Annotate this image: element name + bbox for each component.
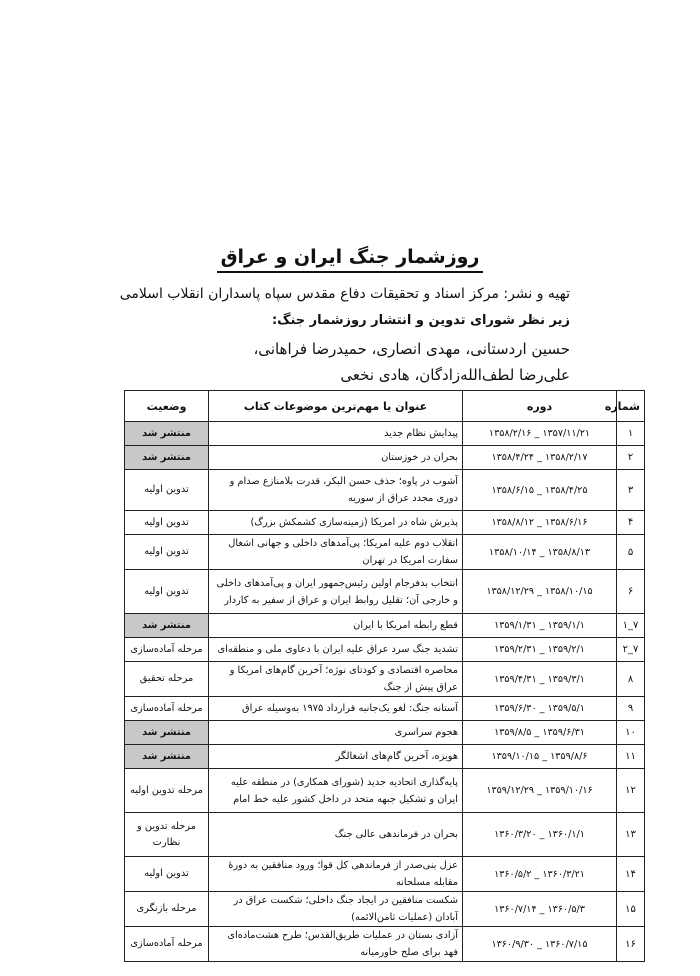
row-period: ۱۳۵۹/۲/۱ _ ۱۳۵۹/۲/۳۱ — [463, 638, 617, 662]
row-number: ۱۱ — [617, 745, 645, 769]
row-number: ۴ — [617, 511, 645, 535]
members-line-1: حسین اردستانی، مهدی انصاری، حمیدرضا فراهانی، — [253, 340, 570, 358]
row-number: ۸ — [617, 662, 645, 697]
row-period: ۱۳۵۸/۶/۱۶ _ ۱۳۵۸/۸/۱۲ — [463, 511, 617, 535]
row-number: ۲ — [617, 446, 645, 470]
row-topic: تشدید جنگ سرد عراق علیه ایران با دعاوی ملی و منطقه‌ای — [209, 638, 463, 662]
row-period: ۱۳۵۹/۱۰/۱۶ _ ۱۳۵۹/۱۲/۲۹ — [463, 769, 617, 813]
page-title — [0, 246, 700, 268]
row-status: مرحله آماده‌سازی — [125, 638, 209, 662]
table-row — [125, 721, 645, 745]
row-period: ۱۳۵۹/۵/۱ _ ۱۳۵۹/۶/۳۰ — [463, 697, 617, 721]
row-period: ۱۳۵۸/۲/۱۷ _ ۱۳۵۸/۴/۲۴ — [463, 446, 617, 470]
row-status: منتشر شد — [125, 446, 209, 470]
row-status: تدوین اولیه — [125, 470, 209, 511]
row-topic: شکست منافقین در ایجاد جنگ داخلی؛ شکست عراق در آبادان (عملیات ثامن‌الائمه) — [209, 892, 463, 927]
row-topic: بحران در خوزستان — [209, 446, 463, 470]
row-number: ۱۶ — [617, 927, 645, 962]
page-title-text: روزشمار جنگ ایران و عراق — [217, 246, 484, 273]
row-status: مرحله بازنگری — [125, 892, 209, 927]
table-row — [125, 745, 645, 769]
column-header-topic: عنوان یا مهم‌ترین موضوعات کتاب — [209, 391, 463, 422]
table-row — [125, 813, 645, 857]
row-topic: قطع رابطه امریکا با ایران — [209, 614, 463, 638]
row-topic: انتخاب بدفرجام اولین رئیس‌جمهور ایران و پی‌آمدهای داخلی و خارجی آن؛ تقلیل روابط ایران و عراق از سفیر به کاردار — [209, 570, 463, 614]
row-topic: آستانه جنگ: لغو یک‌جانبه قرارداد ۱۹۷۵ به‌وسیله عراق — [209, 697, 463, 721]
row-period: ۱۳۵۹/۱/۱ _ ۱۳۵۹/۱/۳۱ — [463, 614, 617, 638]
row-period: ۱۳۶۰/۱/۱ _ ۱۳۶۰/۳/۲۰ — [463, 813, 617, 857]
row-period: ۱۳۵۷/۱۱/۲۱ _ ۱۳۵۸/۲/۱۶ — [463, 422, 617, 446]
row-topic: انقلاب دوم علیه امریکا؛ پی‌آمدهای داخلی و جهانی اشغال سفارت امریکا در تهران — [209, 535, 463, 570]
row-number: ۱۰ — [617, 721, 645, 745]
table-header-row — [125, 391, 645, 422]
table-row — [125, 470, 645, 511]
row-period: ۱۳۵۹/۳/۱ _ ۱۳۵۹/۴/۳۱ — [463, 662, 617, 697]
table-row — [125, 446, 645, 470]
table-row — [125, 638, 645, 662]
row-topic: عزل بنی‌صدر از فرماندهی کل قوا؛ ورود منافقین به دورهٔ مقابله مسلحانه — [209, 857, 463, 892]
table-row — [125, 422, 645, 446]
row-period: ۱۳۵۸/۱۰/۱۵ _ ۱۳۵۸/۱۲/۲۹ — [463, 570, 617, 614]
table-row — [125, 535, 645, 570]
row-status: تدوین اولیه — [125, 511, 209, 535]
row-period: ۱۳۶۰/۵/۳ _ ۱۳۶۰/۷/۱۴ — [463, 892, 617, 927]
row-status: تدوین اولیه — [125, 570, 209, 614]
council-line: زیر نظر شورای تدوین و انتشار روزشمار جنگ: — [271, 313, 570, 328]
row-status: مرحله تدوین اولیه — [125, 769, 209, 813]
row-status: مرحله تحقیق — [125, 662, 209, 697]
row-status: مرحله آماده‌سازی — [125, 697, 209, 721]
column-header-number: شماره — [617, 391, 645, 422]
row-period: ۱۳۶۰/۳/۲۱ _ ۱۳۶۰/۵/۲ — [463, 857, 617, 892]
row-number: ۳ — [617, 470, 645, 511]
chronology-table — [124, 390, 645, 962]
row-number: ۷_۱ — [617, 614, 645, 638]
row-number: ۹ — [617, 697, 645, 721]
row-number: ۱ — [617, 422, 645, 446]
row-topic: پایه‌گذاری اتحادیه جدید (شورای همکاری) در منطقه علیه ایران و تشکیل جبهه متحد در داخل کشور علیه خط امام — [209, 769, 463, 813]
row-number: ۱۴ — [617, 857, 645, 892]
table-row — [125, 697, 645, 721]
row-number: ۱۵ — [617, 892, 645, 927]
table-row — [125, 927, 645, 962]
table-row — [125, 570, 645, 614]
table-row — [125, 511, 645, 535]
row-topic: بحران در فرماندهی عالی جنگ — [209, 813, 463, 857]
row-period: ۱۳۵۸/۴/۲۵ _ ۱۳۵۸/۶/۱۵ — [463, 470, 617, 511]
row-status: منتشر شد — [125, 745, 209, 769]
row-status: منتشر شد — [125, 721, 209, 745]
members-line-2: علی‌رضا لطف‌الله‌زادگان، هادی نخعی — [340, 366, 570, 384]
row-topic: هجوم سراسری — [209, 721, 463, 745]
row-status: تدوین اولیه — [125, 535, 209, 570]
row-number: ۱۲ — [617, 769, 645, 813]
row-period: ۱۳۵۸/۸/۱۳ _ ۱۳۵۸/۱۰/۱۴ — [463, 535, 617, 570]
table-row — [125, 857, 645, 892]
table-row — [125, 892, 645, 927]
row-topic: محاصره اقتصادی و کودتای نوژه؛ آخرین گام‌های امریکا و عراق پیش از جنگ — [209, 662, 463, 697]
publisher-line: تهیه و نشر: مرکز اسناد و تحقیقات دفاع مقدس سپاه پاسداران انقلاب اسلامی — [119, 286, 570, 302]
row-number: ۵ — [617, 535, 645, 570]
row-topic: پیدایش نظام جدید — [209, 422, 463, 446]
row-topic: آشوب در پاوه؛ حذف حسن البکر، قدرت بلامنازع صدام و دوری مجدد عراق از سوریه — [209, 470, 463, 511]
row-period: ۱۳۵۹/۸/۶ _ ۱۳۵۹/۱۰/۱۵ — [463, 745, 617, 769]
table-row — [125, 769, 645, 813]
row-status: منتشر شد — [125, 614, 209, 638]
row-status: تدوین اولیه — [125, 857, 209, 892]
row-period: ۱۳۶۰/۷/۱۵ _ ۱۳۶۰/۹/۳۰ — [463, 927, 617, 962]
row-status: مرحله آماده‌سازی — [125, 927, 209, 962]
row-number: ۷_۲ — [617, 638, 645, 662]
row-period: ۱۳۵۹/۶/۳۱ _ ۱۳۵۹/۸/۵ — [463, 721, 617, 745]
row-number: ۶ — [617, 570, 645, 614]
row-topic: آزادی بستان در عملیات طریق‌القدس؛ طرح هشت‌ماده‌ای فهد برای صلح خاورمیانه — [209, 927, 463, 962]
row-topic: هویزه، آخرین گام‌های اشغالگر — [209, 745, 463, 769]
table-row — [125, 614, 645, 638]
table-body — [125, 422, 645, 962]
row-topic: پذیرش شاه در امریکا (زمینه‌سازی کشمکش بزرگ) — [209, 511, 463, 535]
row-status: منتشر شد — [125, 422, 209, 446]
row-number: ۱۳ — [617, 813, 645, 857]
column-header-status: وضعیت — [125, 391, 209, 422]
row-status: مرحله تدوین و نظارت — [125, 813, 209, 857]
column-header-period: دوره — [463, 391, 617, 422]
table-row — [125, 662, 645, 697]
